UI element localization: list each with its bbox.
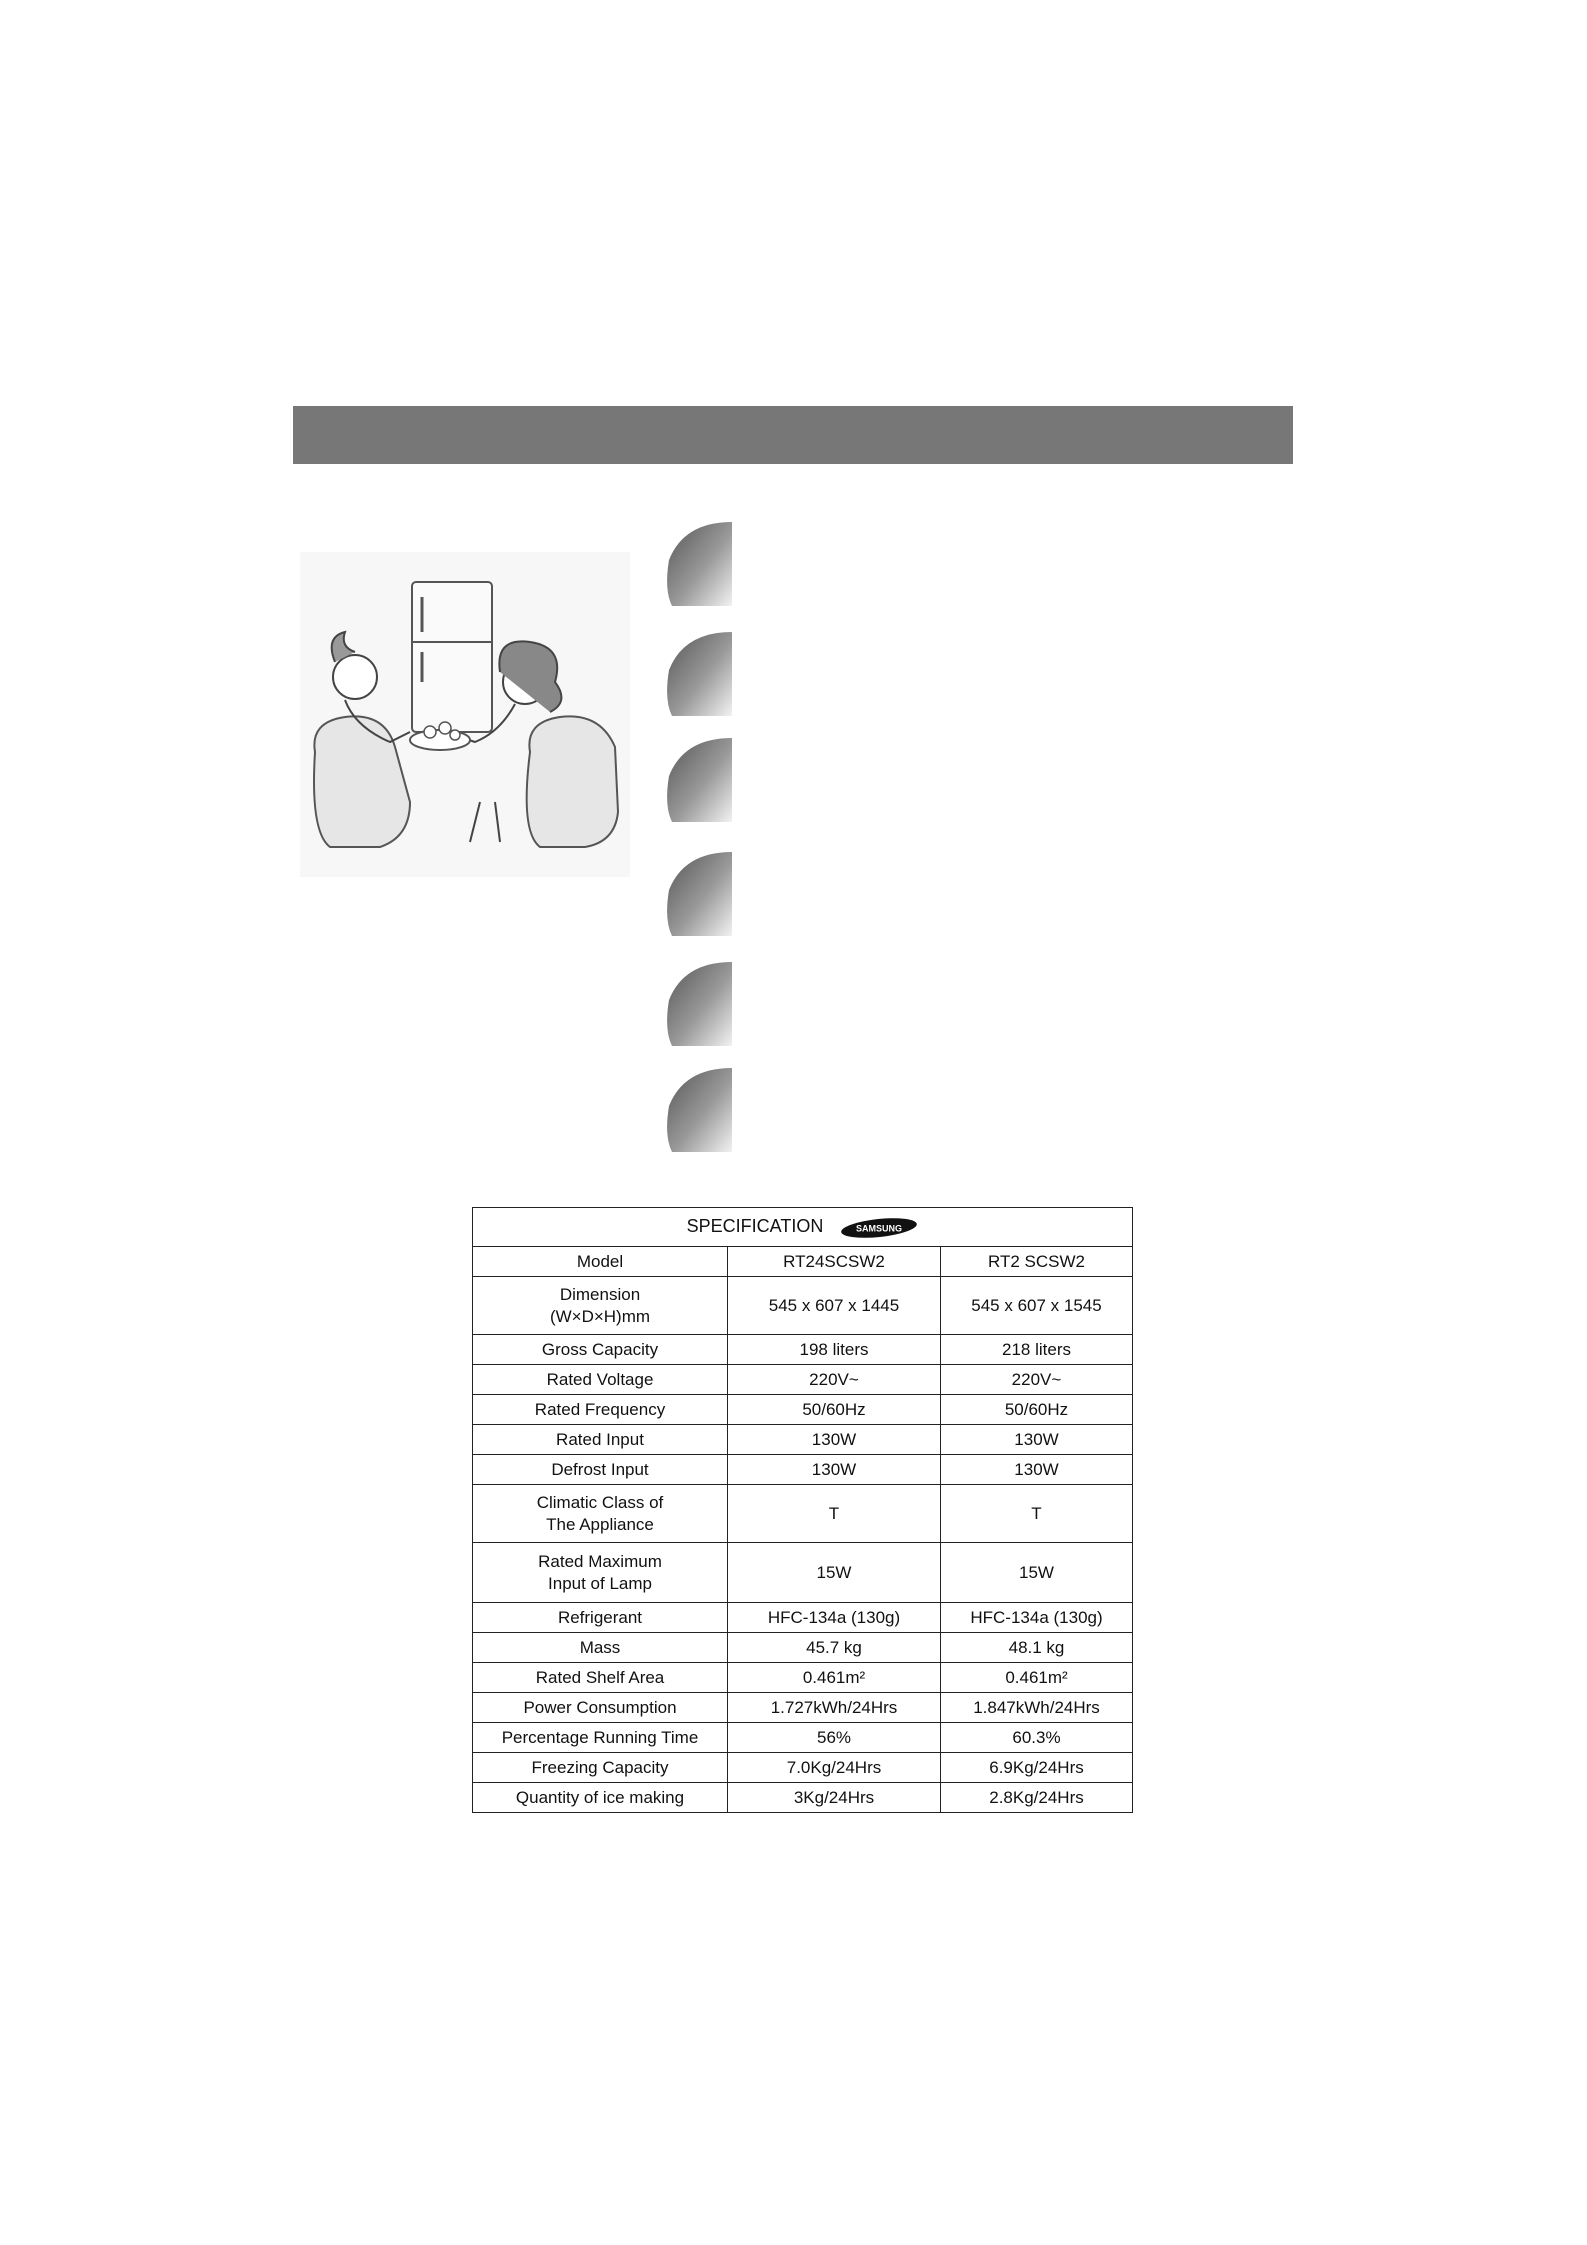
- model-col2: RT2 SCSW2: [941, 1247, 1133, 1277]
- row-value-col2: 50/60Hz: [941, 1395, 1133, 1425]
- row-value-col1: 15W: [728, 1543, 941, 1603]
- table-row: [473, 1663, 1133, 1693]
- row-value-col2: 220V~: [941, 1365, 1133, 1395]
- row-label: Mass: [473, 1633, 728, 1663]
- table-row: [473, 1335, 1133, 1365]
- bullet-marker-5: [664, 960, 732, 1048]
- row-value-col1: 220V~: [728, 1365, 941, 1395]
- row-value-col2: 15W: [941, 1543, 1133, 1603]
- table-row: [473, 1543, 1133, 1603]
- row-value-col1: 0.461m²: [728, 1663, 941, 1693]
- model-label: Model: [473, 1247, 728, 1277]
- row-value-col1: 7.0Kg/24Hrs: [728, 1753, 941, 1783]
- row-value-col1: 50/60Hz: [728, 1395, 941, 1425]
- row-value-col1: 198 liters: [728, 1335, 941, 1365]
- table-row: [473, 1485, 1133, 1543]
- row-value-col1: 130W: [728, 1425, 941, 1455]
- row-value-col2: 130W: [941, 1425, 1133, 1455]
- specification-table-container: [472, 1207, 1132, 1813]
- row-value-col2: 0.461m²: [941, 1663, 1133, 1693]
- row-label: Rated Frequency: [473, 1395, 728, 1425]
- bullet-marker-3: [664, 736, 732, 824]
- row-label: Freezing Capacity: [473, 1753, 728, 1783]
- model-col1: RT24SCSW2: [728, 1247, 941, 1277]
- row-label: Rated Input: [473, 1425, 728, 1455]
- bullet-marker-6: [664, 1066, 732, 1154]
- row-value-col2: 48.1 kg: [941, 1633, 1133, 1663]
- row-value-col2: 1.847kWh/24Hrs: [941, 1693, 1133, 1723]
- row-value-col1: 1.727kWh/24Hrs: [728, 1693, 941, 1723]
- table-row: [473, 1723, 1133, 1753]
- row-label: Climatic Class of The Appliance: [473, 1485, 728, 1543]
- row-label: Rated Shelf Area: [473, 1663, 728, 1693]
- row-label: Quantity of ice making: [473, 1783, 728, 1813]
- row-value-col2: HFC-134a (130g): [941, 1603, 1133, 1633]
- row-label: Percentage Running Time: [473, 1723, 728, 1753]
- table-row: [473, 1277, 1133, 1335]
- table-title: SPECIFICATION: [686, 1216, 824, 1237]
- table-header-row: [473, 1247, 1133, 1277]
- specification-table: [472, 1207, 1133, 1813]
- row-label: Defrost Input: [473, 1455, 728, 1485]
- row-value-col2: 130W: [941, 1455, 1133, 1485]
- row-value-col2: 60.3%: [941, 1723, 1133, 1753]
- row-value-col2: 545 x 607 x 1545: [941, 1277, 1133, 1335]
- row-value-col2: 218 liters: [941, 1335, 1133, 1365]
- row-value-col1: 545 x 607 x 1445: [728, 1277, 941, 1335]
- section-header-bar: [293, 406, 1293, 464]
- table-row: [473, 1633, 1133, 1663]
- row-value-col1: 130W: [728, 1455, 941, 1485]
- table-title-cell: [473, 1208, 1133, 1247]
- table-row: [473, 1425, 1133, 1455]
- table-row: [473, 1455, 1133, 1485]
- row-label: Gross Capacity: [473, 1335, 728, 1365]
- row-label: Refrigerant: [473, 1603, 728, 1633]
- row-value-col2: T: [941, 1485, 1133, 1543]
- row-value-col1: HFC-134a (130g): [728, 1603, 941, 1633]
- bullet-marker-2: [664, 630, 732, 718]
- row-value-col1: 45.7 kg: [728, 1633, 941, 1663]
- bullet-marker-1: [664, 520, 732, 608]
- family-around-refrigerator-icon: [300, 552, 630, 877]
- row-label: Dimension (W×D×H)mm: [473, 1277, 728, 1335]
- table-row: [473, 1365, 1133, 1395]
- table-row: [473, 1783, 1133, 1813]
- row-label: Rated Maximum Input of Lamp: [473, 1543, 728, 1603]
- row-value-col2: 2.8Kg/24Hrs: [941, 1783, 1133, 1813]
- table-row: [473, 1395, 1133, 1425]
- table-row: [473, 1753, 1133, 1783]
- row-value-col2: 6.9Kg/24Hrs: [941, 1753, 1133, 1783]
- row-value-col1: 56%: [728, 1723, 941, 1753]
- svg-text:SAMSUNG: SAMSUNG: [856, 1223, 903, 1234]
- row-value-col1: 3Kg/24Hrs: [728, 1783, 941, 1813]
- samsung-logo: [840, 1217, 918, 1239]
- row-label: Rated Voltage: [473, 1365, 728, 1395]
- table-title-row: [473, 1208, 1133, 1247]
- table-row: [473, 1603, 1133, 1633]
- row-value-col1: T: [728, 1485, 941, 1543]
- table-row: [473, 1693, 1133, 1723]
- row-label: Power Consumption: [473, 1693, 728, 1723]
- bullet-marker-4: [664, 850, 732, 938]
